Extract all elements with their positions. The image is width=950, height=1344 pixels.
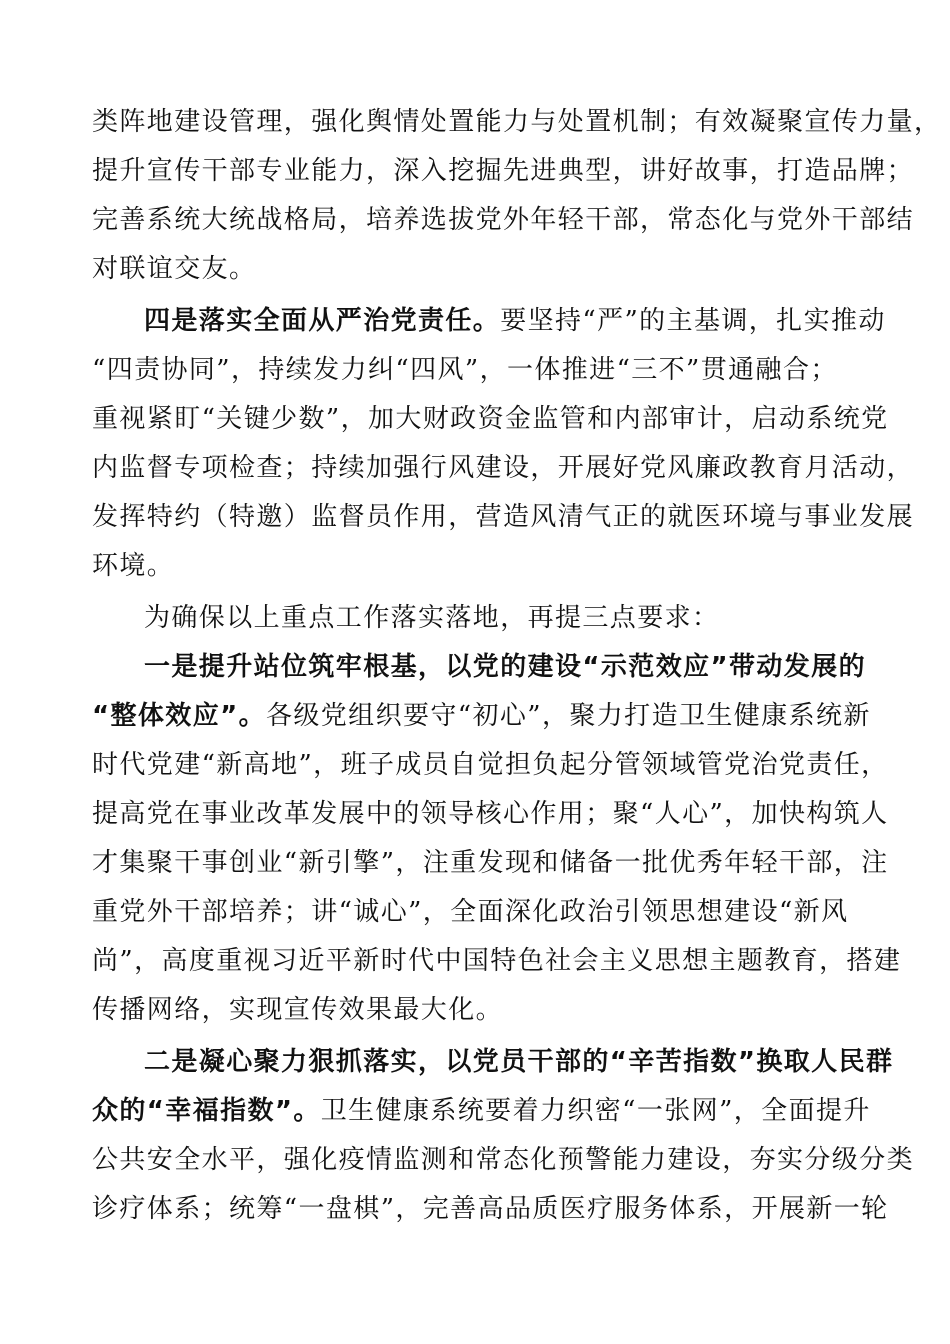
text-line bbox=[92, 936, 901, 986]
text-line bbox=[92, 740, 889, 790]
line-text: 诊疗体系；统筹“一盘棋”，完善高品质医疗服务体系，开展新一轮 bbox=[92, 1194, 889, 1224]
line-text: 重党外干部培养；讲“诚心”，全面深化政治引领思想建设“新风 bbox=[92, 897, 849, 927]
paragraph-start-line bbox=[144, 642, 866, 692]
line-text: 传播网络，实现宣传效果最大化。 bbox=[92, 995, 504, 1025]
line-text: 尚”，高度重视习近平新时代中国特色社会主义思想主题教育，搭建 bbox=[92, 946, 902, 976]
bold-heading-text: 四是落实全面从严治党责任。 bbox=[144, 306, 501, 336]
line-text: 公共安全水平，强化疫情监测和常态化预警能力建设，夯实分级分类 bbox=[92, 1145, 915, 1175]
text-line bbox=[92, 1184, 889, 1234]
line-text: 完善系统大统战格局，培养选拔党外年轻干部，常态化与党外干部结 bbox=[92, 205, 915, 235]
paragraph-start-line bbox=[144, 593, 719, 643]
text-line bbox=[92, 985, 503, 1035]
text-line bbox=[92, 97, 941, 147]
text-line bbox=[92, 394, 889, 444]
bold-heading-text: “整体效应”。 bbox=[92, 701, 266, 731]
line-text: 提高党在事业改革发展中的领导核心作用；聚“人心”，加快构筑人 bbox=[92, 799, 889, 829]
text-line bbox=[92, 838, 889, 888]
line-text: 时代党建“新高地”，班子成员自觉担负起分管领域管党治党责任， bbox=[92, 750, 889, 780]
line-text: 各级党组织要守“初心”，聚力打造卫生健康系统新 bbox=[265, 701, 871, 731]
line-text: 要坚持“严”的主基调，扎实推动 bbox=[500, 306, 886, 336]
text-line bbox=[92, 244, 256, 294]
text-line bbox=[92, 1086, 871, 1136]
text-line bbox=[92, 541, 174, 591]
line-text: 卫生健康系统要着力织密“一张网”，全面提升 bbox=[320, 1096, 871, 1126]
line-text: 提升宣传干部专业能力，深入挖掘先进典型，讲好故事，打造品牌； bbox=[92, 156, 915, 186]
text-line bbox=[92, 887, 848, 937]
bold-heading-text: 一是提升站位筑牢根基，以党的建设“示范效应”带动发展的 bbox=[144, 652, 866, 682]
line-text: 环境。 bbox=[92, 551, 175, 581]
line-text: 重视紧盯“关键少数”，加大财政资金监管和内部审计，启动系统党 bbox=[92, 404, 889, 434]
line-text: “四责协同”，持续发力纠“四风”，一体推进“三不”贯通融合； bbox=[92, 355, 838, 385]
text-line bbox=[92, 789, 889, 839]
text-line bbox=[92, 443, 914, 493]
line-text: 对联谊交友。 bbox=[92, 254, 257, 284]
line-text: 内监督专项检查；持续加强行风建设，开展好党风廉政教育月活动， bbox=[92, 453, 915, 483]
paragraph-start-line bbox=[144, 1037, 893, 1087]
text-line bbox=[92, 492, 914, 542]
bold-heading-text: 二是凝心聚力狠抓落实，以党员干部的“辛苦指数”换取人民群 bbox=[144, 1047, 894, 1077]
text-line bbox=[92, 345, 838, 395]
text-line bbox=[92, 691, 871, 741]
text-line bbox=[92, 1135, 914, 1185]
line-text: 发挥特约（特邀）监督员作用，营造风清气正的就医环境与事业发展 bbox=[92, 502, 915, 532]
line-text: 为确保以上重点工作落实落地，再提三点要求： bbox=[144, 603, 720, 633]
line-text: 类阵地建设管理，强化舆情处置能力与处置机制；有效凝聚宣传力量， bbox=[92, 107, 942, 137]
line-text: 才集聚干事创业“新引擎”，注重发现和储备一批优秀年轻干部，注 bbox=[92, 848, 889, 878]
paragraph-start-line bbox=[144, 296, 886, 346]
text-line bbox=[92, 146, 914, 196]
bold-heading-text: 众的“幸福指数”。 bbox=[92, 1096, 321, 1126]
text-line bbox=[92, 195, 914, 245]
